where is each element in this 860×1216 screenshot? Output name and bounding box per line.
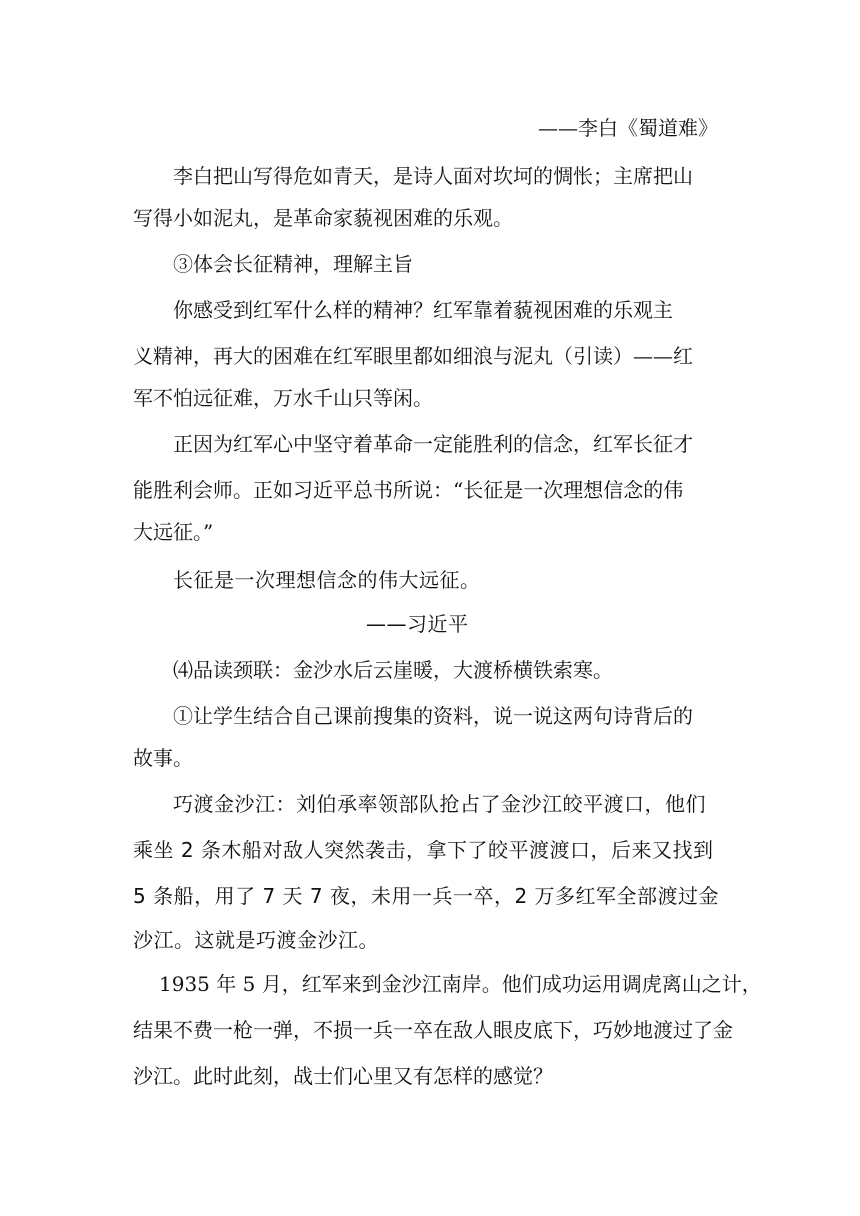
paragraph-line-9: ①让学生结合自己课前搜集的资料，说一说这两句诗背后的 <box>173 704 693 728</box>
paragraph-line-11: 巧渡金沙江：刘伯承率领部队抢占了金沙江皎平渡口，他们 <box>173 792 706 816</box>
paragraph-line-2: 写得小如泥丸，是革命家藐视困难的乐观。 <box>133 206 513 230</box>
paragraph-line-16: 结果不费一枪一弹，不损一兵一卒在敌人眼皮底下，巧妙地渡过了金 <box>133 1018 733 1042</box>
paragraph-line-3: 你感受到红军什么样的精神？红军靠着藐视困难的乐观主 <box>173 298 673 322</box>
paragraph-line-12: 乘坐 2 条木船对敌人突然袭击，拿下了皎平渡渡口，后来又找到 <box>133 838 714 862</box>
paragraph-line-7: 能胜利会师。正如习近平总书所说：“长征是一次理想信念的伟 <box>133 478 684 502</box>
paragraph-line-6: 正因为红军心中坚守着革命一定能胜利的信念，红军长征才 <box>173 432 693 456</box>
paragraph-line-13: 5 条船，用了 7 天 7 夜，未用一兵一卒，2 万多红军全部渡过金 <box>133 884 720 908</box>
paragraph-line-15: 1935 年 5 月，红军来到金沙江南岸。他们成功运用调虎离山之计， <box>159 972 762 996</box>
quote-attribution-xi: ——习近平 <box>366 612 469 636</box>
quote-attribution-libai: ——李白《蜀道难》 <box>538 116 718 140</box>
paragraph-line-10: 故事。 <box>133 746 193 770</box>
paragraph-line-17: 沙江。此时此刻，战士们心里又有怎样的感觉？ <box>133 1064 553 1088</box>
paragraph-line-1: 李白把山写得危如青天，是诗人面对坎坷的惆怅；主席把山 <box>173 164 693 188</box>
paragraph-line-5: 军不怕远征难，万水千山只等闲。 <box>133 386 433 410</box>
paragraph-line-4: 义精神，再大的困难在红军眼里都如细浪与泥丸（引读）——红 <box>133 344 693 368</box>
quote-line-xi: 长征是一次理想信念的伟大远征。 <box>173 568 481 592</box>
paragraph-line-14: 沙江。这就是巧渡金沙江。 <box>133 928 379 952</box>
paragraph-line-8: 大远征。” <box>133 520 214 544</box>
section-heading-4: ⑷品读颈联：金沙水后云崖暖，大渡桥横铁索寒。 <box>173 658 613 682</box>
section-heading-3: ③体会长征精神，理解主旨 <box>173 252 413 276</box>
